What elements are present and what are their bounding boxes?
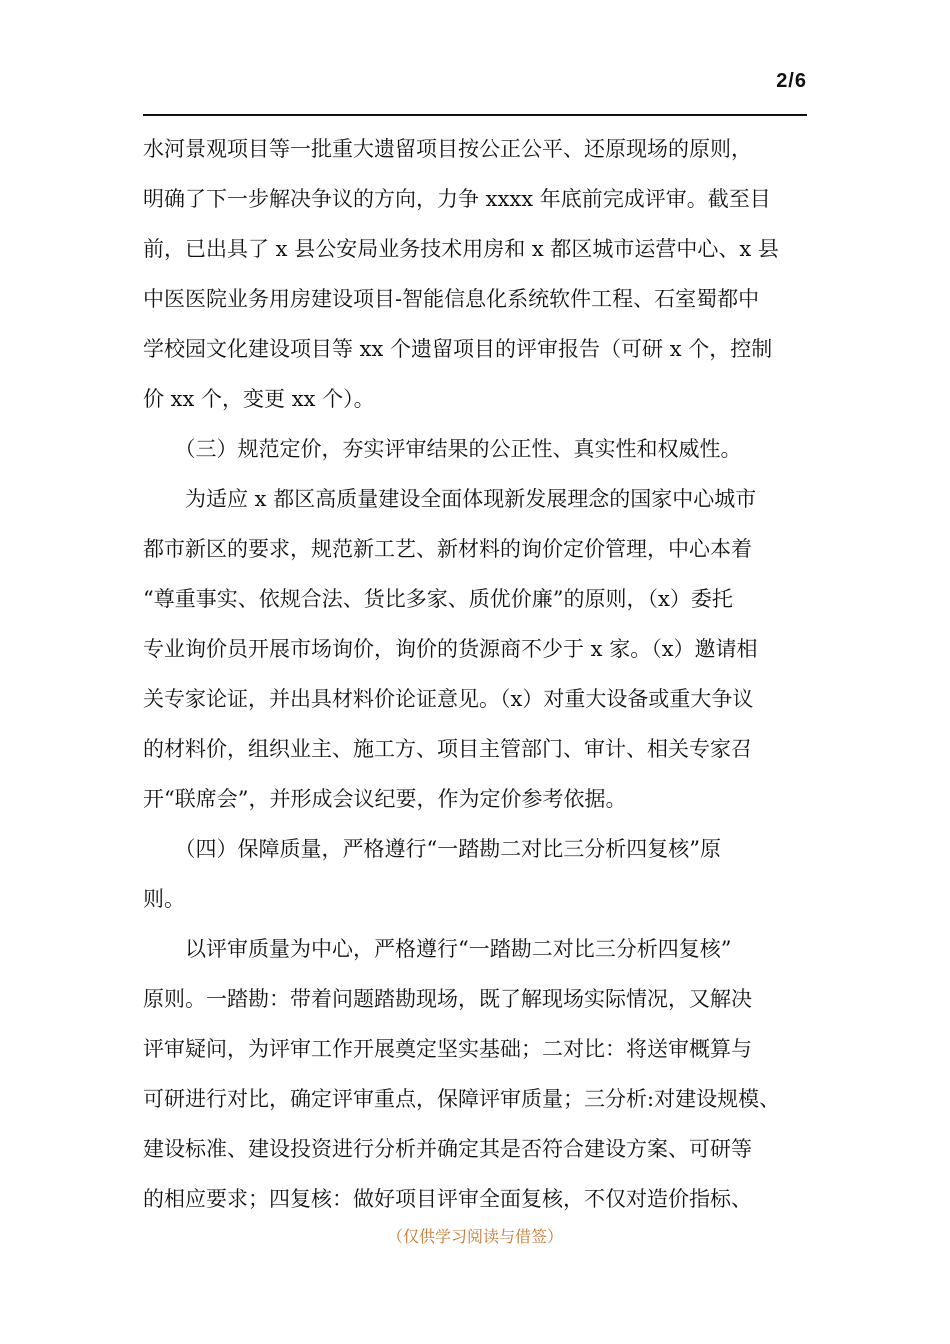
body-line: 评审疑问，为评审工作开展奠定坚实基础；二对比：将送审概算与 xyxy=(143,1037,752,1061)
body-line: “尊重事实、依规合法、货比多家、质优价廉”的原则，（x）委托 xyxy=(143,587,733,611)
body-line: 价 xx 个，变更 xx 个）。 xyxy=(143,387,375,411)
footer-disclaimer: （仅供学习阅读与借签） xyxy=(386,1227,563,1246)
body-line: 可研进行对比，确定评审重点，保障评审质量；三分析:对建设规模、 xyxy=(143,1087,781,1111)
body-line: 的相应要求；四复核：做好项目评审全面复核，不仅对造价指标、 xyxy=(143,1187,752,1211)
section-heading-continued: 则。 xyxy=(143,887,185,911)
section-heading: （四）保障质量，严格遵行“一踏勘二对比三分析四复核”原 xyxy=(143,837,721,861)
body-line: 为适应 x 都区高质量建设全面体现新发展理念的国家中心城市 xyxy=(143,487,757,511)
body-line: 以评审质量为中心，严格遵行“一踏勘二对比三分析四复核” xyxy=(143,937,732,961)
page-number: 2/6 xyxy=(776,70,807,92)
body-line: 明确了下一步解决争议的方向，力争 xxxx 年底前完成评审。截至目 xyxy=(143,187,771,211)
body-line: 都市新区的要求，规范新工艺、新材料的询价定价管理，中心本着 xyxy=(143,537,752,561)
body-line: 前，已出具了 x 县公安局业务技术用房和 x 都区城市运营中心、x 县 xyxy=(143,237,779,261)
body-line: 的材料价，组织业主、施工方、项目主管部门、审计、相关专家召 xyxy=(143,737,752,761)
body-line: 原则。一踏勘：带着问题踏勘现场，既了解现场实际情况，又解决 xyxy=(143,987,752,1011)
section-heading: （三）规范定价，夯实评审结果的公正性、真实性和权威性。 xyxy=(143,437,742,461)
body-line: 开“联席会”，并形成会议纪要，作为定价参考依据。 xyxy=(143,787,627,811)
body-line: 专业询价员开展市场询价，询价的货源商不少于 x 家。（x）邀请相 xyxy=(143,637,758,661)
document-body xyxy=(143,124,807,1224)
body-line: 中医医院业务用房建设项目-智能信息化系统软件工程、石室蜀都中 xyxy=(143,287,760,311)
body-line: 关专家论证，并出具材料价论证意见。（x）对重大设备或重大争议 xyxy=(143,687,754,711)
body-line: 学校园文化建设项目等 xx 个遗留项目的评审报告（可研 x 个，控制 xyxy=(143,337,773,361)
body-line: 建设标准、建设投资进行分析并确定其是否符合建设方案、可研等 xyxy=(143,1137,752,1161)
body-line: 水河景观项目等一批重大遗留项目按公正公平、还原现场的原则， xyxy=(143,137,752,161)
header-divider xyxy=(143,114,807,116)
